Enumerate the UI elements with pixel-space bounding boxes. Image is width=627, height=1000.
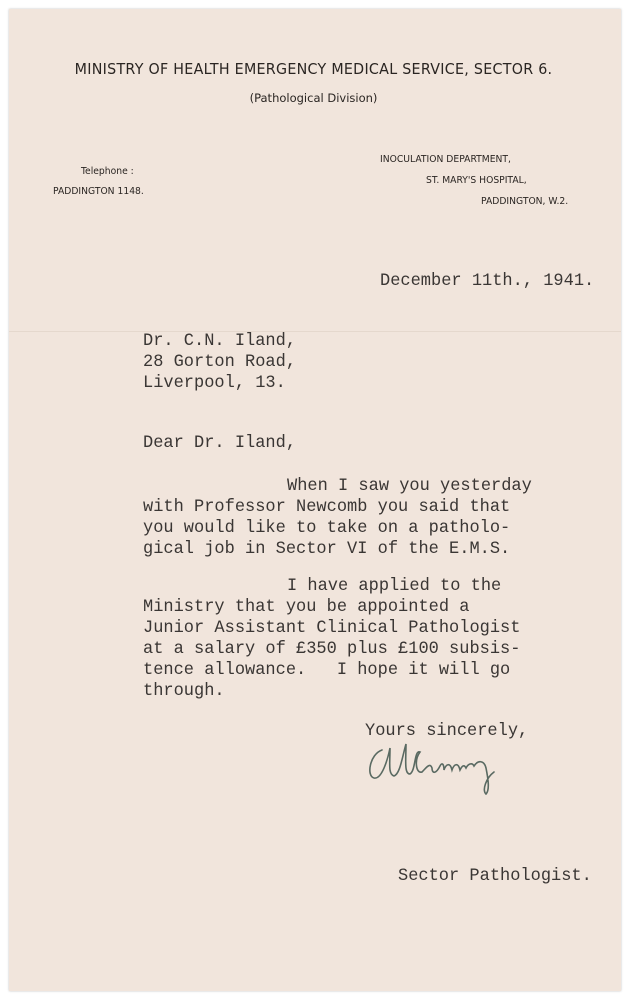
address-line: ST. MARY'S HOSPITAL, xyxy=(426,175,527,186)
letterhead-subtitle: (Pathological Division) xyxy=(249,91,378,105)
body-line: I have applied to the xyxy=(287,576,502,597)
recipient-line: 28 Gorton Road, xyxy=(143,352,297,373)
telephone-label: Telephone : xyxy=(81,166,134,177)
fold-line xyxy=(9,331,621,332)
telephone-number: PADDINGTON 1148. xyxy=(53,186,144,197)
recipient-line: Liverpool, 13. xyxy=(143,373,286,394)
salutation: Dear Dr. Iland, xyxy=(143,433,297,454)
signature xyxy=(360,738,510,800)
body-line: through. xyxy=(143,681,225,702)
body-line: Junior Assistant Clinical Pathologist xyxy=(143,618,521,639)
body-line: with Professor Newcomb you said that xyxy=(143,497,511,518)
body-line: Ministry that you be appointed a xyxy=(143,597,470,618)
closing: Yours sincerely, xyxy=(365,721,529,742)
body-line: at a salary of £350 plus £100 subsis- xyxy=(143,639,521,660)
body-line: When I saw you yesterday xyxy=(287,476,532,497)
address-line: PADDINGTON, W.2. xyxy=(481,196,569,207)
body-line: gical job in Sector VI of the E.M.S. xyxy=(143,539,511,560)
body-line: you would like to take on a patholo- xyxy=(143,518,511,539)
recipient-line: Dr. C.N. Iland, xyxy=(143,331,297,352)
letterhead-title: MINISTRY OF HEALTH EMERGENCY MEDICAL SERVICE, SECTOR 6. xyxy=(74,60,553,78)
address-line: INOCULATION DEPARTMENT, xyxy=(380,154,511,165)
signatory-title: Sector Pathologist. xyxy=(398,866,592,887)
body-line: tence allowance. I hope it will go xyxy=(143,660,511,681)
letter-date: December 11th., 1941. xyxy=(380,271,595,292)
